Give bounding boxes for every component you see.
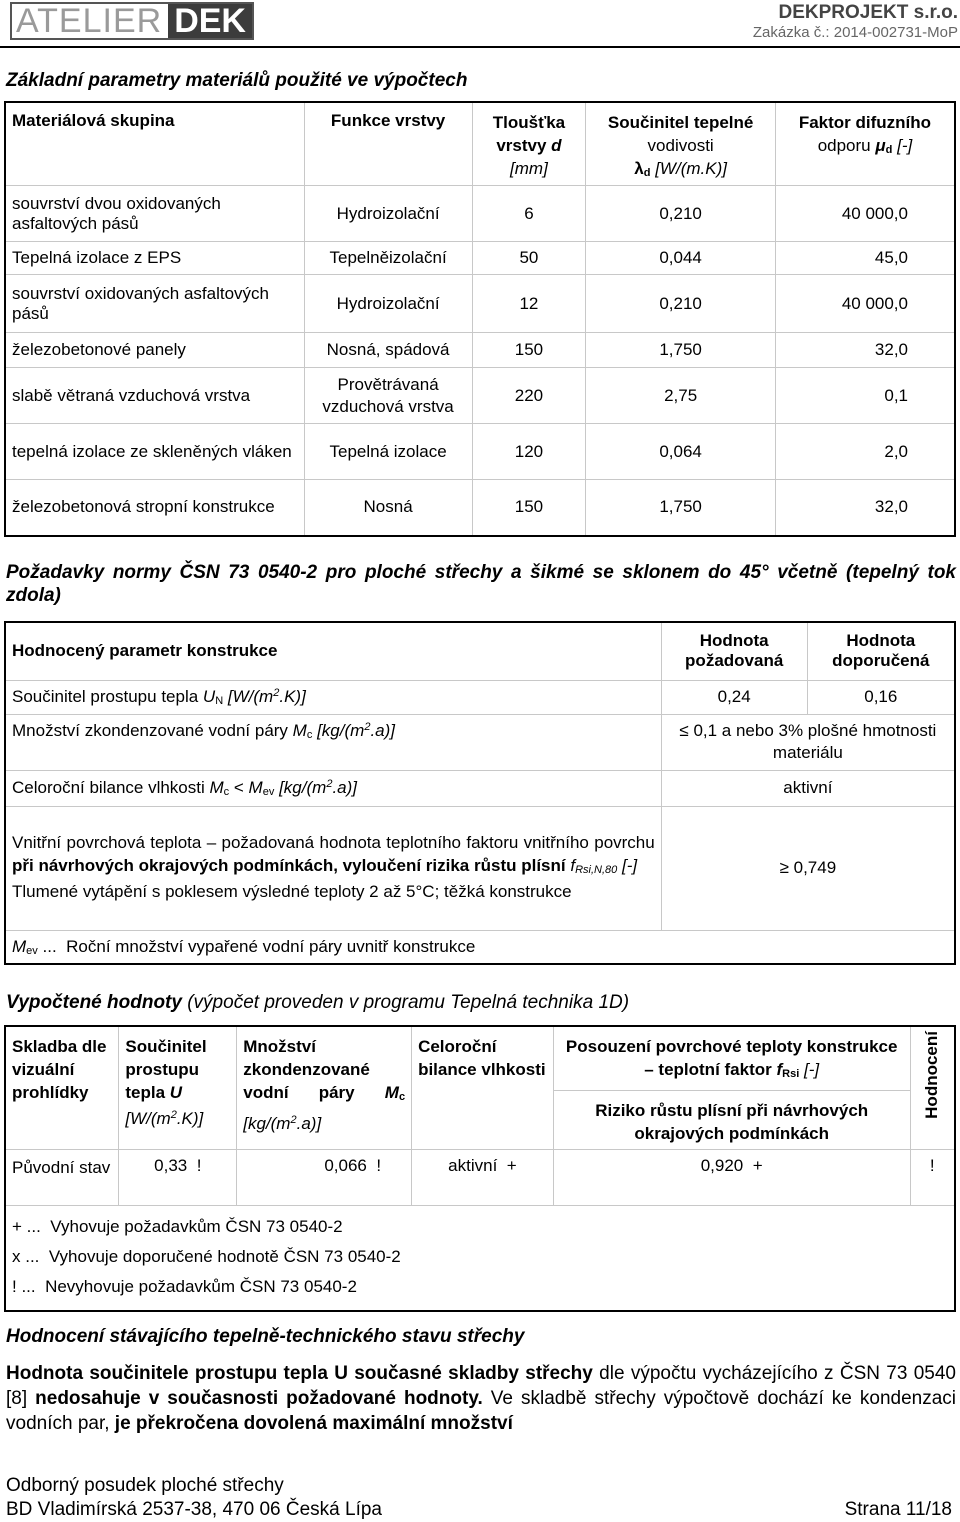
cell-thickness: 50 [472,242,586,275]
table-row [5,368,955,424]
table-row [5,680,955,714]
materials-table [4,101,956,537]
f-result-cell: 0,920 + [553,1150,910,1206]
cell-lambda: 1,750 [586,480,776,536]
mc-param-cell: Množství zkondenzované vodní páry $M_c$ $[kg/(m^2.a)]$ [5,714,661,770]
col-mold-risk: Riziko růstu plísní při návrhových okrajových podmínkách [595,1101,869,1143]
cell-lambda: 0,210 [586,275,776,333]
col-recommended: Hodnota doporučená [807,622,955,680]
table-row [5,770,955,806]
col-group: Materiálová skupina [5,102,304,186]
cell-group: slabě větraná vzduchová vrstva [5,368,304,424]
cell-lambda: 0,044 [586,242,776,275]
logo-text-dek: DEK [168,4,252,38]
cell-lambda: 2,75 [586,368,776,424]
cell-group: železobetonová stropní konstrukce [5,480,304,536]
calculated-values-table [4,1025,956,1312]
section-evaluation-title: Hodnocení stávajícího tepelně-technického stavu střechy [6,1326,525,1347]
col-surface-temp [553,1026,910,1150]
col-composition: Skladba dle vizuální prohlídky [5,1026,119,1150]
col-thickness: Tloušťka vrstvy d [mm] [472,102,586,186]
header-divider [0,46,960,48]
table-row [5,806,955,930]
col-lambda: Součinitel tepelné vodivosti $\lambda_d$ [W/(m.K)] [586,102,776,186]
balance-result-mark: + [506,1156,517,1175]
cell-lambda: 0,210 [586,186,776,242]
u-result-cell: 0,33 ! [119,1150,237,1206]
table-row [5,480,955,536]
legend-item: + ... Vyhovuje požadavkům ČSN 73 0540-2 [12,1217,343,1236]
cell-mu: 32,0 [775,480,955,536]
cell-thickness: 6 [472,186,586,242]
evaluation-paragraph: Hodnota součinitele prostupu tepla U současné skladby střechy dle výpočtu vycházejícího z ČSN 73 0540 [8] nedosahuje v současnosti požadované hodnoty. Ve skladbě střechy výpočtově dochází ke kondenzaci vodních par, je překročena dovolená maximální množství [6,1363,957,1434]
cell-function: Nosná [304,480,472,536]
cell-group: souvrství oxidovaných asfaltových pásů [5,275,304,333]
table-row [5,275,955,333]
cell-mu: 32,0 [775,333,955,368]
section-materials-title: Základní parametry materiálů použité ve výpočtech [6,70,468,91]
section-calc-title-main: Vypočtené hodnoty [6,992,182,1013]
header-company-block [753,2,958,41]
mc-result-cell: 0,066 ! [237,1150,412,1206]
norm-footnote-text: Roční množství vypařené vodní páry uvnitř konstrukce [66,936,476,956]
table-row [5,714,955,770]
cell-thickness: 120 [472,424,586,480]
atelier-dek-logo [10,2,254,40]
section-calc-title [6,991,629,1014]
cell-function: Provětrávaná vzduchová vrstva [304,368,472,424]
norm-requirements-table [4,621,956,965]
cell-mu: 40 000,0 [775,275,955,333]
cell-group: tepelná izolace ze skleněných vláken [5,424,304,480]
table-row [5,186,955,242]
footer-address: BD Vladimírská 2537-38, 470 06 Česká Lípa [6,1499,382,1520]
legend-item: ! ... Nevyhovuje požadavkům ČSN 73 0540-2 [12,1277,357,1296]
norm-header-row [5,622,955,680]
cell-thickness: 12 [472,275,586,333]
row-label-original: Původní stav [5,1150,119,1206]
cell-function: Tepelná izolace [304,424,472,480]
logo-text-atelier: ATELIER [16,2,163,40]
cell-group: železobetonové panely [5,333,304,368]
table-row [5,333,955,368]
calc-header-row [5,1026,955,1150]
inner-temp-text-1: Vnitřní povrchová teplota – požadovaná hodnota teplotního faktoru vnitřního povrchu [12,833,655,853]
cell-thickness: 220 [472,368,586,424]
table-row [5,424,955,480]
cell-group: Tepelná izolace z EPS [5,242,304,275]
mc-value: ≤ 0,1 a nebo 3% plošné hmotnosti materiálu [661,714,955,770]
f-result-mark: + [752,1156,763,1175]
section-norm-title: Požadavky normy ČSN 73 0540-2 pro ploché střechy a šikmé se sklonem do 45° včetně (tepelný tok zdola) [6,562,956,606]
u-required: 0,24 [661,680,807,714]
col-required: Hodnota požadovaná [661,622,807,680]
cell-thickness: 150 [472,480,586,536]
section-calc-title-sub: (výpočet proveden v programu Tepelná technika 1D) [187,992,630,1013]
inner-temp-text-2: při návrhových okrajových podmínkách, vyloučení rizika růstu plísní [12,855,566,875]
col-mu: Faktor difuzního odporu $\mu_d$ [-] [775,102,955,186]
company-name: DEKPROJEKT s.r.o. [778,2,958,23]
col-temp-factor: Posouzení povrchové teploty konstrukce – teplotní faktor $f_{Rsi}$ [-] [554,1027,910,1091]
cell-function: Nosná, spádová [304,333,472,368]
balance-result-cell: aktivní + [412,1150,554,1206]
materials-header-row [5,102,955,186]
cell-lambda: 1,750 [586,333,776,368]
u-recommended: 0,16 [807,680,955,714]
table-row [5,930,955,964]
cell-lambda: 0,064 [586,424,776,480]
cell-mu: 2,0 [775,424,955,480]
cell-thickness: 150 [472,333,586,368]
balance-param-label: Celoroční bilance vlhkosti [12,778,205,797]
col-balance: Celoroční bilance vlhkosti [412,1026,554,1150]
cell-function: Hydroizolační [304,275,472,333]
cell-function: Tepelněizolační [304,242,472,275]
mc-result-mark: ! [376,1156,382,1175]
evaluation-result: ! [910,1150,955,1206]
legend-row [5,1206,955,1312]
u-param-cell: Součinitel prostupu tepla $U_N$ $[W/(m^2.K)]$ [5,680,661,714]
u-result-mark: ! [196,1156,202,1175]
footer-left [6,1474,382,1522]
cell-mu: 40 000,0 [775,186,955,242]
norm-footnote: $M_{ev}$ ... Roční množství vypařené vodní páry uvnitř konstrukce [5,930,955,964]
balance-param-cell: Celoroční bilance vlhkosti $M_c < M_{ev}$ $[kg/(m^2.a)]$ [5,770,661,806]
u-param-label: Součinitel prostupu tepla [12,687,199,706]
col-u-value: Součinitel prostupu tepla U $[W/(m^2.K)]$ [119,1026,237,1150]
legend-cell [5,1206,955,1312]
inner-temp-text-3: Tlumené vytápění s poklesem výsledné teploty 2 až 5°C; těžká konstrukce [12,882,572,902]
col-param: Hodnocený parametr konstrukce [5,622,661,680]
table-row [5,242,955,275]
cell-mu: 45,0 [775,242,955,275]
col-function: Funkce vrstvy [304,102,472,186]
cell-function: Hydroizolační [304,186,472,242]
legend-item: x ... Vyhovuje doporučené hodnotě ČSN 73 0540-2 [12,1247,401,1266]
order-number: Zakázka č.: 2014-002731-MoP [752,24,958,41]
cell-group: souvrství dvou oxidovaných asfaltových pásů [5,186,304,242]
inner-temp-value: ≥ 0,749 [661,806,955,930]
inner-temp-param-cell: Vnitřní povrchová teplota – požadovaná hodnota teplotního faktoru vnitřního povrchu při návrhových okrajových podmínkách, vyloučení rizika růstu plísní $f_{Rsi,N,80}$ [-] Tlumené vytápění s poklesem výsledné teploty 2 až 5°C; těžká konstrukce [5,806,661,930]
col-evaluation: Hodnocení [910,1026,955,1150]
balance-value: aktivní [661,770,955,806]
mc-param-label: Množství zkondenzované vodní páry [12,720,288,740]
table-row [5,1150,955,1206]
col-condensate: Množství zkondenzované vodní páry $M_c$ $[kg/(m^2.a)]$ [237,1026,412,1150]
footer-doc-title: Odborný posudek ploché střechy [6,1475,284,1496]
page-number: Strana 11/18 [844,1499,952,1520]
cell-mu: 0,1 [775,368,955,424]
